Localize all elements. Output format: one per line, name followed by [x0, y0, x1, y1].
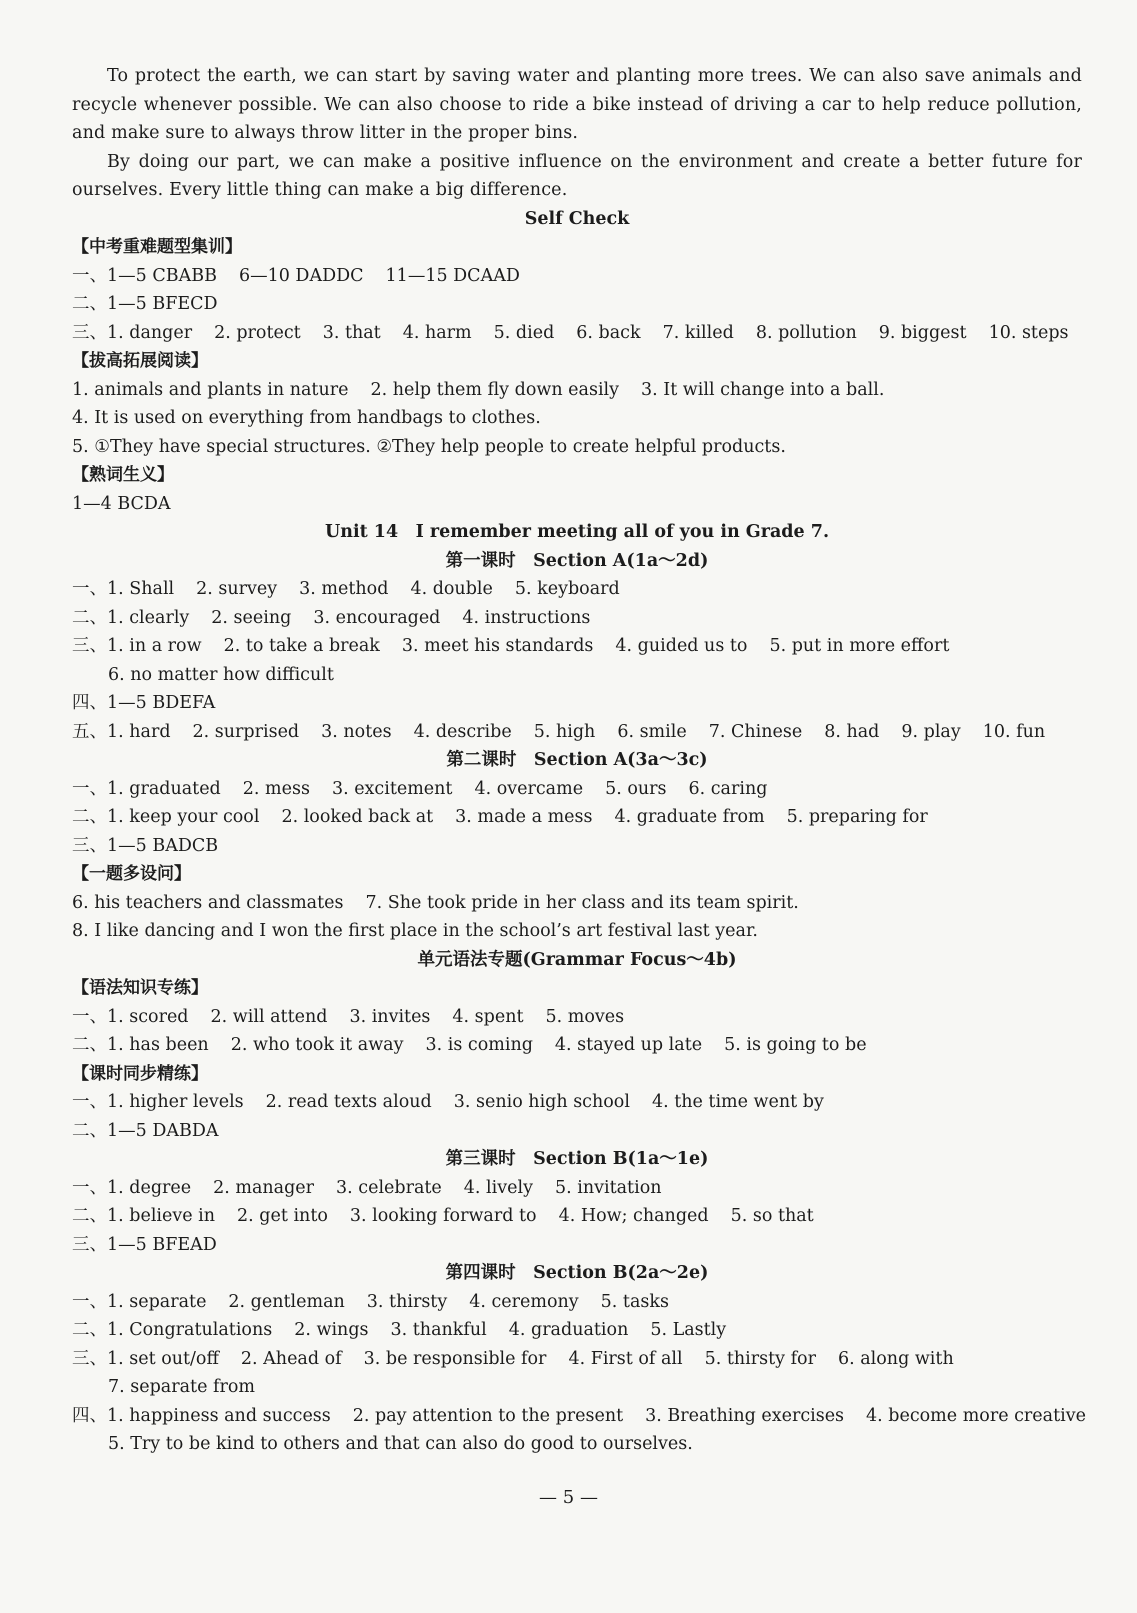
answer-item: 2. protect — [214, 322, 301, 343]
answer-item: 4. graduation — [508, 1320, 629, 1340]
answer-line: 5. Try to be kind to others and that can also do good to ourselves. — [108, 1434, 693, 1454]
answer-item: 5. tasks — [600, 1291, 669, 1312]
answer-line: 4. It is used on everything from handbags to clothes. — [72, 408, 541, 428]
answer-item: 1. danger — [107, 322, 193, 343]
answer-line: 6. no matter how difficult — [108, 664, 334, 685]
answer-item: 3. be responsible for — [363, 1348, 547, 1369]
answer-item: 3. celebrate — [336, 1177, 442, 1198]
answer-item: 4. stayed up late — [554, 1035, 703, 1055]
answer-item: 1—5 DABDA — [107, 1120, 219, 1141]
answer-item: 1. in a row — [107, 636, 202, 656]
item-label: 二、 — [72, 1206, 107, 1226]
item-label: 二、 — [72, 1320, 107, 1340]
answer-item: 1. keep your cool — [107, 807, 260, 827]
answer-item: 8. had — [824, 721, 880, 742]
answer-item: 4. lively — [463, 1177, 533, 1198]
section-heading: 【课时同步精练】 — [72, 1063, 208, 1084]
answer-line — [72, 832, 1082, 861]
answer-item: 3. thankful — [390, 1320, 487, 1340]
answer-item: 2. looked back at — [281, 807, 434, 827]
item-label: 二、 — [72, 1120, 107, 1141]
answer-line — [72, 575, 1082, 604]
answer-item: 2. seeing — [211, 607, 292, 628]
answer-item: 1—5 BDEFA — [107, 693, 216, 713]
answer-item: 10. fun — [982, 721, 1046, 742]
answer-item: 1. clearly — [107, 607, 190, 628]
answer-line — [72, 1088, 1082, 1117]
answer-item: 1—5 BFEAD — [107, 1234, 217, 1255]
answer-line — [72, 1231, 1082, 1260]
answer-item: 3. method — [299, 579, 389, 599]
answer-item: 5. so that — [730, 1206, 814, 1226]
answer-item: 4. become more creative — [866, 1405, 1086, 1426]
answer-line — [72, 1031, 1082, 1060]
answer-line — [72, 632, 1082, 661]
answer-item: 2. read texts aloud — [265, 1092, 432, 1112]
answer-item: 1. scored — [107, 1006, 189, 1027]
answer-item: 2. gentleman — [228, 1291, 345, 1312]
answer-item: 5. ours — [605, 778, 667, 799]
answer-line — [72, 376, 1082, 405]
answer-item: 6. smile — [617, 721, 687, 742]
page-number: — 5 — — [539, 1487, 598, 1508]
item-label: 二、 — [72, 607, 107, 628]
answer-item: 2. surprised — [192, 721, 300, 742]
answer-item: 5. moves — [545, 1006, 625, 1027]
grammar-heading: 单元语法专题(Grammar Focus～4b) — [417, 949, 737, 970]
answer-line — [72, 290, 1082, 319]
answer-item: 9. biggest — [878, 322, 967, 343]
item-label: 一、 — [72, 265, 107, 286]
answer-line — [72, 319, 1082, 348]
section-heading: 【熟词生义】 — [72, 465, 174, 485]
answer-line — [72, 775, 1082, 804]
answer-line: 7. separate from — [108, 1377, 255, 1397]
answer-item: 2. survey — [196, 579, 278, 599]
answer-item: 5. high — [533, 721, 596, 742]
answer-item: 11—15 DCAAD — [385, 265, 520, 286]
answer-item: 3. notes — [321, 721, 392, 742]
self-check-heading: Self Check — [524, 208, 630, 229]
answer-item: 2. who took it away — [230, 1035, 404, 1055]
answer-item: 1. graduated — [107, 778, 221, 799]
answer-item: 2. manager — [213, 1177, 315, 1198]
answer-line — [72, 1316, 1082, 1345]
answer-item: 8. pollution — [755, 322, 857, 343]
answer-item: 1. degree — [107, 1177, 192, 1198]
answer-item: 2. mess — [242, 778, 310, 799]
section-heading: 【语法知识专练】 — [72, 978, 208, 998]
item-label: 四、 — [72, 693, 107, 713]
item-label: 一、 — [72, 778, 107, 799]
answer-item: 2. Ahead of — [240, 1348, 342, 1369]
item-label: 二、 — [72, 294, 107, 314]
answer-item: 1. Shall — [107, 579, 175, 599]
item-label: 四、 — [72, 1405, 107, 1426]
answer-line — [72, 1003, 1082, 1032]
answer-line — [72, 604, 1082, 633]
answer-item: 5. invitation — [554, 1177, 662, 1198]
section-heading: 【中考重难题型集训】 — [72, 237, 242, 257]
answer-item: 3. looking forward to — [349, 1206, 537, 1226]
answer-item: 2. will attend — [210, 1006, 328, 1027]
answer-line — [72, 1117, 1082, 1146]
item-label: 三、 — [72, 636, 107, 656]
answer-line — [72, 1288, 1082, 1317]
answer-item: 5. died — [493, 322, 555, 343]
item-label: 三、 — [72, 1234, 107, 1255]
answer-item: 2. help them fly down easily — [370, 379, 620, 400]
answer-item: 1. has been — [107, 1035, 209, 1055]
item-label: 二、 — [72, 807, 107, 827]
answer-item: 6. caring — [688, 778, 768, 799]
answer-item: 3. Breathing exercises — [645, 1405, 845, 1426]
answer-item: 6. along with — [837, 1348, 954, 1369]
answer-item: 1—5 BADCB — [107, 835, 219, 856]
answer-item: 1. happiness and success — [107, 1405, 331, 1426]
answer-item: 5. thirsty for — [704, 1348, 816, 1369]
answer-item: 3. is coming — [425, 1035, 533, 1055]
answer-item: 4. How; changed — [558, 1206, 709, 1226]
answer-item: 4. overcame — [474, 778, 584, 799]
answer-item: 10. steps — [988, 322, 1069, 343]
answer-line — [72, 803, 1082, 832]
answer-item: 7. killed — [662, 322, 734, 343]
unit-title: Unit 14 I remember meeting all of you in Grade 7. — [324, 522, 830, 542]
answer-line — [72, 1202, 1082, 1231]
answer-item: 3. meet his standards — [401, 636, 594, 656]
answer-item: 3. excitement — [331, 778, 453, 799]
answer-item: 3. made a mess — [455, 807, 593, 827]
answer-item: 7. She took pride in her class and its team spirit. — [365, 892, 799, 913]
answer-item: 3. invites — [349, 1006, 431, 1027]
item-label: 三、 — [72, 835, 107, 856]
answer-item: 4. the time went by — [651, 1092, 824, 1112]
answer-item: 1—5 BFECD — [107, 294, 218, 314]
answer-item: 1—5 CBABB — [107, 265, 217, 286]
answer-item: 3. encouraged — [313, 607, 441, 628]
answer-item: 4. guided us to — [615, 636, 748, 656]
answer-line — [72, 1174, 1082, 1203]
item-label: 一、 — [72, 1092, 107, 1112]
answer-item: 5. keyboard — [514, 579, 620, 599]
answer-item: 1. believe in — [107, 1206, 216, 1226]
answer-item: 5. put in more effort — [769, 636, 950, 656]
answer-item: 3. senio high school — [453, 1092, 630, 1112]
answer-line — [72, 689, 1082, 718]
answer-item: 5. is going to be — [724, 1035, 867, 1055]
answer-line: 5. ①They have special structures. ②They help people to create helpful products. — [72, 436, 786, 457]
lesson-heading: 第三课时 Section B(1a～1e) — [445, 1149, 709, 1169]
answer-item: 3. that — [322, 322, 381, 343]
answer-item: 4. spent — [452, 1006, 524, 1027]
item-label: 一、 — [72, 1177, 107, 1198]
answer-item: 2. wings — [294, 1320, 369, 1340]
answer-line — [72, 262, 1082, 291]
answer-line: 1—4 BCDA — [72, 493, 171, 514]
item-label: 三、 — [72, 322, 107, 343]
paragraph-2: By doing our part, we can make a positive influence on the environment and create a better future for ourselves. Every little thing can make a big difference. — [72, 151, 1082, 200]
answer-item: 2. pay attention to the present — [352, 1405, 624, 1426]
answer-item: 4. graduate from — [614, 807, 765, 827]
answer-item: 5. preparing for — [786, 807, 928, 827]
answer-item: 3. It will change into a ball. — [641, 379, 885, 400]
answer-line — [72, 718, 1082, 747]
answer-item: 1. hard — [107, 721, 171, 742]
answer-line — [72, 1345, 1082, 1374]
answer-item: 7. Chinese — [708, 721, 803, 742]
answer-item: 2. get into — [237, 1206, 328, 1226]
answer-item: 4. harm — [402, 322, 472, 343]
answer-item: 6. back — [576, 322, 641, 343]
answer-item: 1. animals and plants in nature — [72, 379, 349, 400]
paragraph-1: To protect the earth, we can start by saving water and planting more trees. We can also save animals and recycle whenever possible. We can also choose to ride a bike instead of driving a car to help reduce pollution, and make sure to always throw litter in the proper bins. — [72, 66, 1082, 143]
answer-line: 8. I like dancing and I won the first place in the school’s art festival last year. — [72, 921, 758, 941]
page-content — [72, 62, 1086, 1459]
lesson-heading: 第二课时 Section A(3a～3c) — [446, 750, 708, 770]
item-label: 一、 — [72, 1006, 107, 1027]
answer-item: 1. higher levels — [107, 1092, 244, 1112]
answer-item: 2. to take a break — [223, 636, 380, 656]
answer-item: 3. thirsty — [366, 1291, 448, 1312]
answer-item: 4. double — [410, 579, 493, 599]
answer-item: 4. ceremony — [469, 1291, 579, 1312]
lesson-heading: 第四课时 Section B(2a～2e) — [445, 1263, 709, 1283]
item-label: 一、 — [72, 579, 107, 599]
answer-item: 1. separate — [107, 1291, 207, 1312]
item-label: 二、 — [72, 1035, 107, 1055]
section-heading: 【拔高拓展阅读】 — [72, 351, 208, 371]
answer-item: 4. First of all — [568, 1348, 683, 1369]
answer-item: 1. set out/off — [107, 1348, 219, 1369]
answer-item: 5. Lastly — [650, 1320, 727, 1340]
item-label: 三、 — [72, 1348, 107, 1369]
answer-item: 6—10 DADDC — [238, 265, 364, 286]
section-heading: 【一题多设问】 — [72, 864, 191, 884]
answer-item: 1. Congratulations — [107, 1320, 273, 1340]
answer-item: 9. play — [901, 721, 961, 742]
item-label: 一、 — [72, 1291, 107, 1312]
item-label: 五、 — [72, 721, 107, 742]
answer-item: 6. his teachers and classmates — [72, 892, 344, 913]
answer-item: 4. describe — [413, 721, 512, 742]
answer-item: 4. instructions — [462, 607, 591, 628]
answer-line — [72, 1402, 1086, 1431]
answer-line — [72, 889, 1082, 918]
lesson-heading: 第一课时 Section A(1a～2d) — [445, 550, 709, 571]
